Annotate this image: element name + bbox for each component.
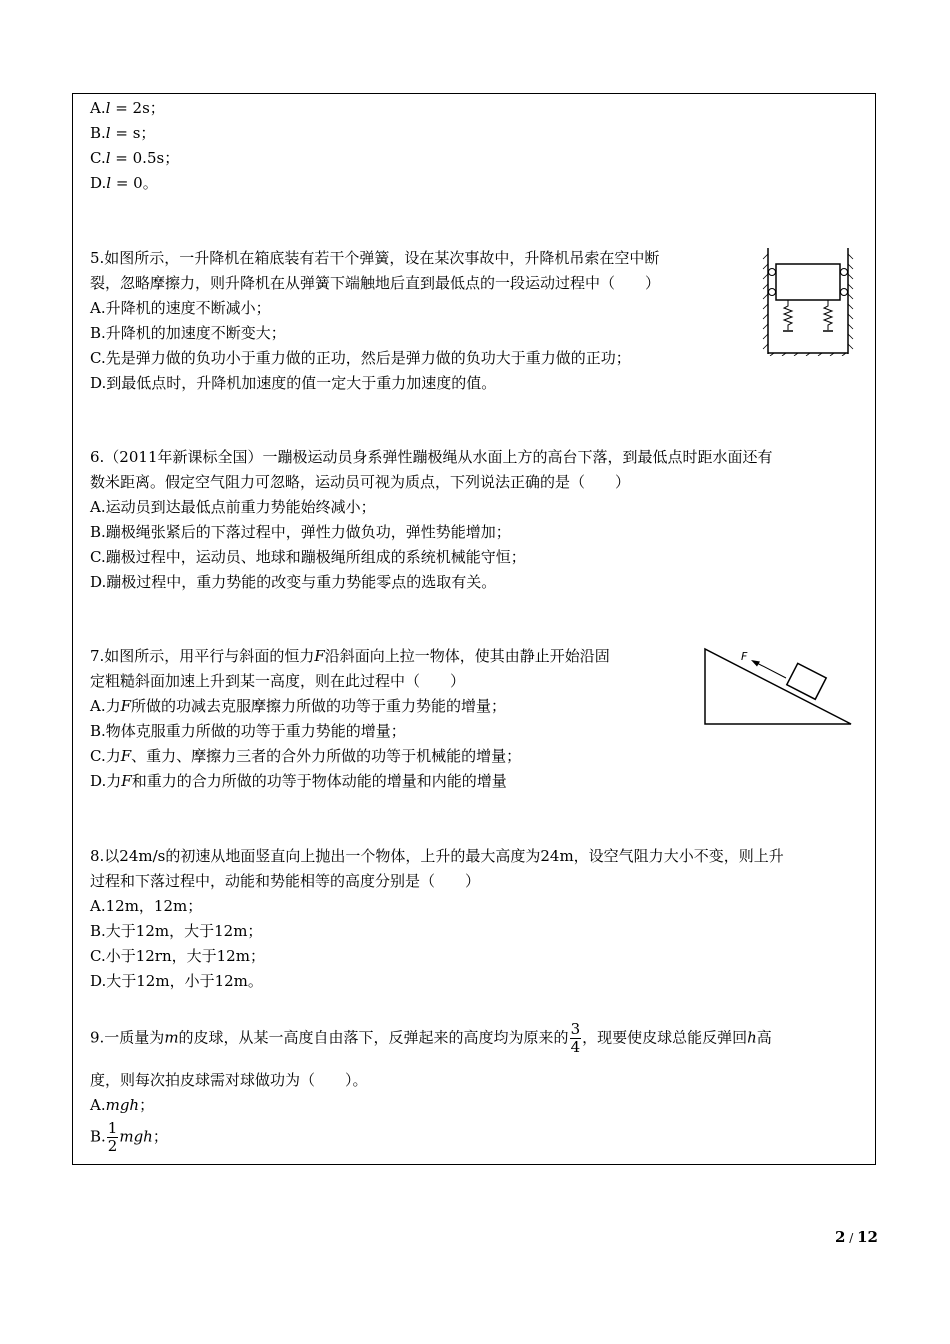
q5-option-b: B.升降机的加速度不断变大；	[90, 324, 286, 342]
q6-option-c: C.蹦极过程中，运动员、地球和蹦极绳所组成的系统机械能守恒；	[90, 548, 526, 566]
q6-stem-line1: 6.（2011年新课标全国）一蹦极运动员身系弹性蹦极绳从水面上方的高台下落，到最低点时距水面还有	[90, 448, 773, 466]
q4-option-c: C.l = 0.5s；	[90, 149, 180, 167]
q4-option-a: A.l = 2s；	[90, 99, 165, 117]
q9-option-a: A.mgh；	[90, 1096, 155, 1114]
q5-option-d: D.到最低点时，升降机加速度的值一定大于重力加速度的值。	[90, 374, 497, 392]
q8-option-d: D.大于12m，小于12m。	[90, 972, 263, 990]
q9-stem-line1: 9.一质量为m的皮球，从某一高度自由落下，反弹起来的高度均为原来的 $\frac{3}{4}$ ，现要使皮球总能反弹回h高	[90, 1020, 772, 1056]
q4-option-b: B.l = s；	[90, 124, 156, 142]
incline-figure	[700, 644, 855, 728]
q5-stem-line2: 裂，忽略摩擦力，则升降机在从弹簧下端触地后直到最低点的一段运动过程中（ ）	[90, 274, 661, 292]
q7-option-a: A.力F所做的功减去克服摩擦力所做的功等于重力势能的增量；	[90, 697, 507, 715]
q5-stem-line1: 5.如图所示，一升降机在箱底装有若干个弹簧，设在某次事故中，升降机吊索在空中断	[90, 249, 660, 267]
q8-option-a: A.12m，12m；	[90, 897, 203, 915]
q4-option-d: D.l = 0。	[90, 174, 158, 192]
q8-option-b: B.大于12m，大于12m；	[90, 922, 263, 940]
q7-stem-line2: 定粗糙斜面加速上升到某一高度，则在此过程中（ ）	[90, 672, 466, 690]
q8-option-c: C.小于12rn，大于12m；	[90, 947, 265, 965]
q6-stem-line2: 数米距离。假定空气阻力可忽略，运动员可视为质点，下列说法正确的是（ ）	[90, 473, 631, 491]
q7-option-b: B.物体克服重力所做的功等于重力势能的增量；	[90, 722, 406, 740]
q6-option-d: D.蹦极过程中，重力势能的改变与重力势能零点的选取有关。	[90, 573, 497, 591]
force-label: F	[741, 650, 748, 663]
q5-option-c: C.先是弹力做的负功小于重力做的正功，然后是弹力做的负功大于重力做的正功；	[90, 349, 631, 367]
q7-stem-line1: 7.如图所示，用平行与斜面的恒力F沿斜面向上拉一物体，使其由静止开始沿固	[90, 647, 610, 665]
q9-option-b-fraction: $\frac{1}{2}$	[107, 1119, 118, 1155]
q9-fraction: $\frac{3}{4}$	[570, 1020, 581, 1056]
q9-option-b: B. $\frac{1}{2}$ mgh；	[90, 1119, 168, 1155]
q6-option-a: A.运动员到达最低点前重力势能始终减小；	[90, 498, 376, 516]
page-number: 2 / 12	[835, 1228, 878, 1246]
q7-option-d: D.力F和重力的合力所做的功等于物体动能的增量和内能的增量	[90, 772, 507, 790]
q7-option-c: C.力F、重力、摩擦力三者的合外力所做的功等于机械能的增量；	[90, 747, 522, 765]
q8-stem-line2: 过程和下落过程中，动能和势能相等的高度分别是（ ）	[90, 872, 481, 890]
elevator-figure	[760, 244, 856, 356]
q8-stem-line1: 8.以24m/s的初速从地面竖直向上抛出一个物体，上升的最大高度为24m，设空气阻力大小不变，则上升	[90, 847, 784, 865]
q5-option-a: A.升降机的速度不断减小；	[90, 299, 271, 317]
q6-option-b: B.蹦极绳张紧后的下落过程中，弹性力做负功，弹性势能增加；	[90, 523, 511, 541]
q9-stem-line2: 度，则每次拍皮球需对球做功为（ ）。	[90, 1071, 368, 1089]
